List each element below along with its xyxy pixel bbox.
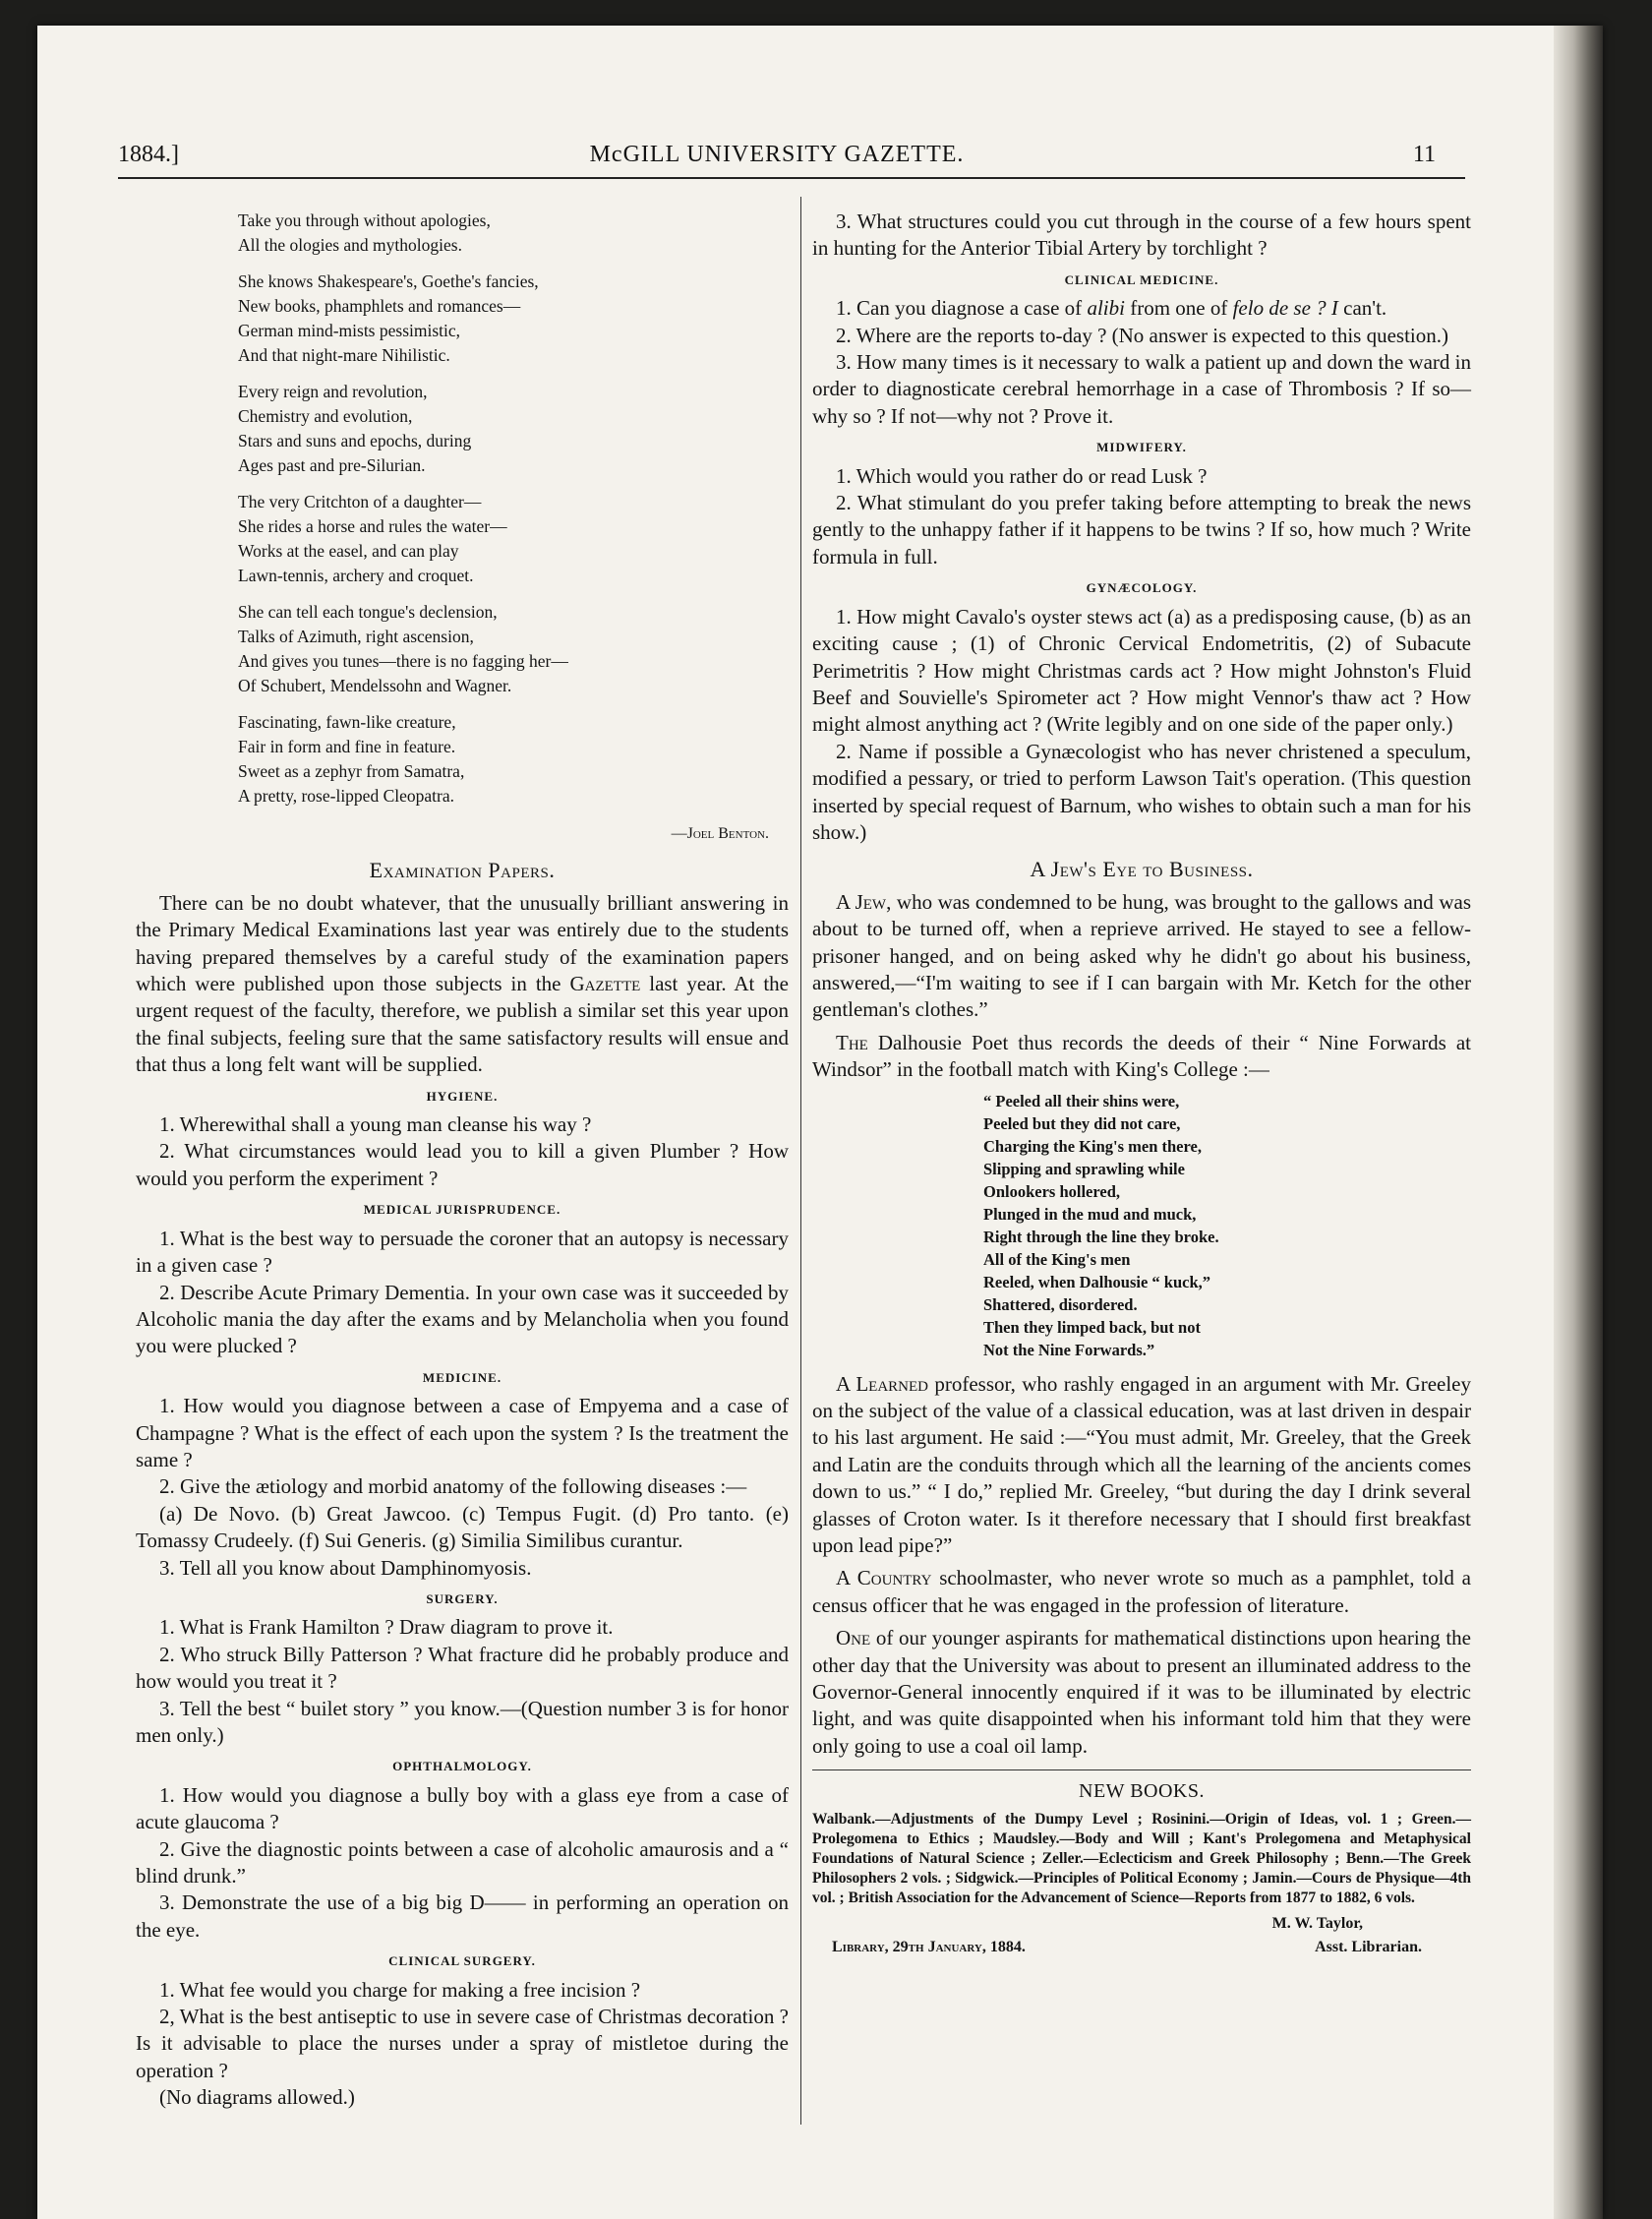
poem-line: German mind-mists pessimistic,	[238, 321, 461, 340]
midwifery-q2: 2. What stimulant do you prefer taking before attempting to break the news gently to the unhappy father if it happens to be twins ? If so, how much ? Write formula in full.	[812, 491, 1471, 569]
header-year: 1884.]	[118, 142, 179, 167]
dalhousie-poem	[983, 1090, 1471, 1361]
exam-intro-gazette: Gazette	[569, 972, 641, 996]
anatomy-q3: 3. What structures could you cut through in the course of a few hours spent in hunting for the Anterior Tibial Artery by torchlight ?	[812, 210, 1471, 261]
poem-line: Talks of Azimuth, right ascension,	[238, 627, 474, 646]
poem-signature: —Joel Benton.	[671, 825, 769, 842]
dalhousie-poem-line: Peeled but they did not care,	[983, 1113, 1181, 1133]
poem-line: She knows Shakespeare's, Goethe's fancies,	[238, 271, 539, 291]
ophthalmology-q3: 3. Demonstrate the use of a big big D—— in performing an operation on the eye.	[136, 1890, 789, 1942]
cm-q1-text: 1. Can you diagnose a case of	[836, 296, 1083, 321]
book-page-edge	[1554, 26, 1603, 2219]
exam-intro-after: last year. At the urgent request of the faculty, therefore, we publish a similar set this year upon the final subjects, feeling sure that the same satisfactory results will ensue and that thus a long felt want will be supplied.	[136, 972, 790, 1077]
gynaecology-q2: 2. Name if possible a Gynæcologist who has never christened a speculum, modified a pessary, or tried to perform Lawson Tait's operation. (This question inserted by special request of Barnum, who wishes to obtain such a man for his show.)	[812, 739, 1471, 844]
poem-line: New books, phamphlets and romances—	[238, 296, 521, 316]
clinical-surgery-q1: 1. What fee would you charge for making a free incision ?	[159, 1977, 641, 2002]
clinical-surgery-heading: CLINICAL SURGERY.	[388, 1953, 536, 1969]
left-column	[136, 209, 789, 2112]
poem-line: Of Schubert, Mendelssohn and Wagner.	[238, 676, 512, 695]
clinical-medicine-heading: CLINICAL MEDICINE.	[1064, 271, 1219, 287]
one-paragraph	[812, 1625, 1471, 1760]
new-books-list: Walbank.—Adjustments of the Dumpy Level ; Rosinini.—Origin of Ideas, vol. 1 ; Green.—Prolegomena to Ethics ; Maudsley.—Body and Will ; Kant's Prolegomena and Metaphysical Foundations of Natural Science ; Zeller.—Eclecticism and Greek Philosophy ; Benn.—The Greek Philosophers 2 vols. ; Sidgwick.—Principles of Political Economy ; Jamin.—Cours de Physique—4th vol. ; British Association for the Advancement of Science—Reports from 1877 to 1882, 6 vols.	[812, 1810, 1471, 1906]
one-lead: One	[836, 1626, 871, 1650]
poem-line: Ages past and pre-Silurian.	[238, 455, 426, 475]
librarian-name: M. W. Taylor,	[1271, 1914, 1363, 1932]
surgery-q3: 3. Tell the best “ builet story ” you know.—(Question number 3 is for honor men only.)	[136, 1696, 789, 1747]
poem-line: The very Critchton of a daughter—	[238, 492, 482, 511]
poem-line: Works at the easel, and can play	[238, 541, 459, 561]
hygiene-heading: HYGIENE.	[426, 1088, 499, 1104]
ophthalmology-q1: 1. How would you diagnose a bully boy with a glass eye from a case of acute glaucoma ?	[136, 1782, 789, 1834]
medicine-q2-list: (a) De Novo. (b) Great Jawcoo. (c) Tempus Fugit. (d) Pro tanto. (e) Tomassy Crudeely. (f) Sui Generis. (g) Similia Similibus curantur.	[136, 1501, 789, 1553]
library-date: Library, 29th January, 1884.	[832, 1938, 1026, 1955]
exam-intro-before: There can be no doubt whatever, that the unusually brilliant answering in the Primary Medical Examinations last year was entirely due to the students having prepared themselves by a careful study of the examination papers which were published upon those subjects in the	[136, 890, 789, 996]
poem-stanza	[238, 710, 789, 809]
one-text: of our younger aspirants for mathematical distinctions upon hearing the other day that the University was about to present an illuminated address to the Governor-General innocently enquired if it was to be illuminated by electric light, and was quite disappointed when his informant told him that they were only going to use a coal oil lamp.	[812, 1626, 1471, 1758]
new-books-rule	[812, 1769, 1471, 1770]
clinical-medicine-q2: 2. Where are the reports to-day ? (No answer is expected to this question.)	[836, 323, 1448, 347]
jew-paragraph	[812, 889, 1471, 1024]
right-column	[812, 209, 1471, 1957]
dalhousie-poem-line: Reeled, when Dalhousie “ kuck,”	[983, 1272, 1211, 1291]
poem	[136, 209, 789, 847]
poem-line: Take you through without apologies,	[238, 210, 491, 230]
dalhousie-poem-line: Charging the King's men there,	[983, 1136, 1202, 1156]
dalhousie-poem-line: All of the King's men	[983, 1249, 1131, 1269]
dalhousie-poem-line: Not the Nine Forwards.”	[983, 1340, 1155, 1359]
dalhousie-poem-line: Then they limped back, but not	[983, 1317, 1201, 1337]
jurisprudence-heading: MEDICAL JURISPRUDENCE.	[363, 1202, 561, 1218]
gynaecology-q1: 1. How might Cavalo's oyster stews act (a) as a predisposing cause, (b) as an exciting cause ; (1) of Chronic Cervical Endometritis, (2) of Subacute Perimetritis ? How might Christmas cards act ? How might Johnston's Fluid Beef and Souvielle's Spirometer act ? How might Vennor's thaw act ? How might almost anything act ? (Write legibly and on one side of the paper only.)	[812, 604, 1471, 737]
new-books-title: NEW BOOKS.	[1079, 1780, 1205, 1803]
medicine-q3: 3. Tell all you know about Damphinomyosis.	[159, 1555, 532, 1580]
cm-q1-end: can't.	[1343, 296, 1387, 321]
ophthalmology-q2: 2. Give the diagnostic points between a case of alcoholic amaurosis and a “ blind drunk.”	[136, 1836, 789, 1889]
clinical-surgery-note: (No diagrams allowed.)	[159, 2085, 355, 2110]
poem-line: Chemistry and evolution,	[238, 406, 413, 426]
learned-lead: A Learned	[836, 1371, 928, 1396]
column-rule	[800, 197, 801, 2125]
dalhousie-poem-line: Onlookers hollered,	[983, 1181, 1121, 1201]
dalhousie-lead: The	[836, 1030, 868, 1054]
poem-line: Lawn-tennis, archery and croquet.	[238, 566, 474, 585]
header-page-number: 11	[1412, 142, 1436, 167]
clinical-medicine-q3: 3. How many times is it necessary to walk a patient up and down the ward in order to diagnosticate cerebral hemorrhage in a case of Thrombosis ? If so—why so ? If not—why not ? Prove it.	[812, 350, 1471, 428]
poem-stanza	[238, 380, 789, 478]
dalhousie-poem-line: “ Peeled all their shins were,	[983, 1091, 1180, 1110]
header-title: McGILL UNIVERSITY GAZETTE.	[589, 142, 965, 167]
midwifery-q1: 1. Which would you rather do or read Lusk ?	[836, 463, 1208, 488]
dalhousie-poem-line: Plunged in the mud and muck,	[983, 1204, 1197, 1224]
country-text: schoolmaster, who never wrote so much as a pamphlet, told a census officer that he was engaged in the profession of literature.	[812, 1566, 1472, 1617]
ophthalmology-heading: OPHTHALMOLOGY.	[392, 1759, 532, 1774]
country-paragraph	[812, 1565, 1471, 1619]
poem-line: Stars and suns and epochs, during	[238, 431, 472, 450]
exam-title: Examination Papers.	[369, 858, 556, 883]
cm-q1-alibi: alibi	[1087, 296, 1125, 321]
jurisprudence-q1: 1. What is the best way to persuade the coroner that an autopsy is necessary in a given case ?	[136, 1226, 789, 1278]
poem-line: Every reign and revolution,	[238, 382, 428, 401]
jew-lead: A Jew,	[836, 889, 892, 914]
poem-line: She can tell each tongue's declension,	[238, 602, 498, 622]
medicine-heading: MEDICINE.	[422, 1369, 502, 1385]
surgery-heading: SURGERY.	[426, 1590, 499, 1606]
poem-line: All the ologies and mythologies.	[238, 235, 462, 255]
poem-line: Sweet as a zephyr from Samatra,	[238, 761, 465, 781]
hygiene-q1: 1. Wherewithal shall a young man cleanse his way ?	[159, 1112, 592, 1137]
librarian-role: Asst. Librarian.	[1315, 1938, 1422, 1955]
header-rule	[118, 177, 1465, 179]
jurisprudence-q2: 2. Describe Acute Primary Dementia. In your own case was it succeeded by Alcoholic mania the day after the exams and by Melancholia when you found you were plucked ?	[136, 1280, 789, 1358]
clinical-surgery-q2: 2, What is the best antiseptic to use in severe case of Christmas decoration ? Is it advisable to place the nurses under a spray of mistletoe during the operation ?	[136, 2005, 789, 2082]
poem-line: And that night-mare Nihilistic.	[238, 345, 450, 365]
cm-q1-felo: felo de se ?	[1232, 296, 1327, 321]
learned-paragraph	[812, 1371, 1471, 1560]
surgery-q1: 1. What is Frank Hamilton ? Draw diagram to prove it.	[159, 1615, 614, 1640]
poem-stanza	[238, 490, 789, 588]
dalhousie-paragraph	[812, 1030, 1471, 1084]
dalhousie-poem-line: Right through the line they broke.	[983, 1227, 1219, 1246]
jew-text: who was condemned to be hung, was brought to the gallows and was about to be turned off, when a reprieve arrived. He stayed to see a fellow-prisoner hanged, and on being asked why he didn't go about his business, answered,—“I'm waiting to see if I can bargain with Mr. Ketch for the other gentleman's clothes.”	[812, 889, 1472, 1022]
learned-text: professor, who rashly engaged in an argument with Mr. Greeley on the subject of the value of a classical education, was at last driven in despair to his last argument. He said :—“You must admit, Mr. Greeley, that the Greek and Latin are the conduits through which all the learning of the ancients comes down to us.” “ I do,” replied Mr. Greeley, “but during the day I drink several glasses of Croton water. Is it therefore necessary that I should first breakfast upon lead pipe?”	[812, 1371, 1471, 1558]
poem-stanza	[238, 600, 789, 698]
gynaecology-heading: GYNÆCOLOGY.	[1086, 580, 1198, 596]
poem-line: Fair in form and fine in feature.	[238, 737, 456, 756]
jew-title: A Jew's Eye to Business.	[1030, 857, 1254, 882]
country-lead: A Country	[836, 1566, 932, 1590]
exam-intro	[136, 890, 789, 1079]
poem-line: And gives you tunes—there is no fagging her—	[238, 651, 568, 671]
clinical-medicine-q1	[812, 295, 1471, 322]
medicine-q2: 2. Give the ætiology and morbid anatomy of the following diseases :—	[159, 1474, 747, 1499]
poem-line: A pretty, rose-lipped Cleopatra.	[238, 786, 454, 806]
cm-q1-mid: from one of	[1130, 296, 1228, 321]
dalhousie-poem-line: Slipping and sprawling while	[983, 1159, 1185, 1178]
cm-q1-answer: I	[1330, 296, 1338, 321]
surgery-q2: 2. Who struck Billy Patterson ? What fracture did he probably produce and how would you treat it ?	[136, 1642, 789, 1694]
hygiene-q2: 2. What circumstances would lead you to kill a given Plumber ? How would you perform the experiment ?	[136, 1139, 789, 1190]
dalhousie-text: Dalhousie Poet thus records the deeds of their “ Nine Forwards at Windsor” in the football match with King's College :—	[812, 1030, 1471, 1082]
medicine-q1: 1. How would you diagnose between a case of Empyema and a case of Champagne ? What is the effect of each upon the system ? Is the treatment the same ?	[136, 1394, 789, 1471]
dalhousie-poem-line: Shattered, disordered.	[983, 1294, 1138, 1314]
poem-line: Fascinating, fawn-like creature,	[238, 712, 456, 732]
poem-line: She rides a horse and rules the water—	[238, 516, 507, 536]
midwifery-heading: MIDWIFERY.	[1096, 440, 1187, 455]
poem-stanza	[238, 270, 789, 368]
new-books-signature	[812, 1908, 1471, 1957]
running-header	[118, 138, 1436, 177]
poem-stanza	[238, 209, 789, 258]
